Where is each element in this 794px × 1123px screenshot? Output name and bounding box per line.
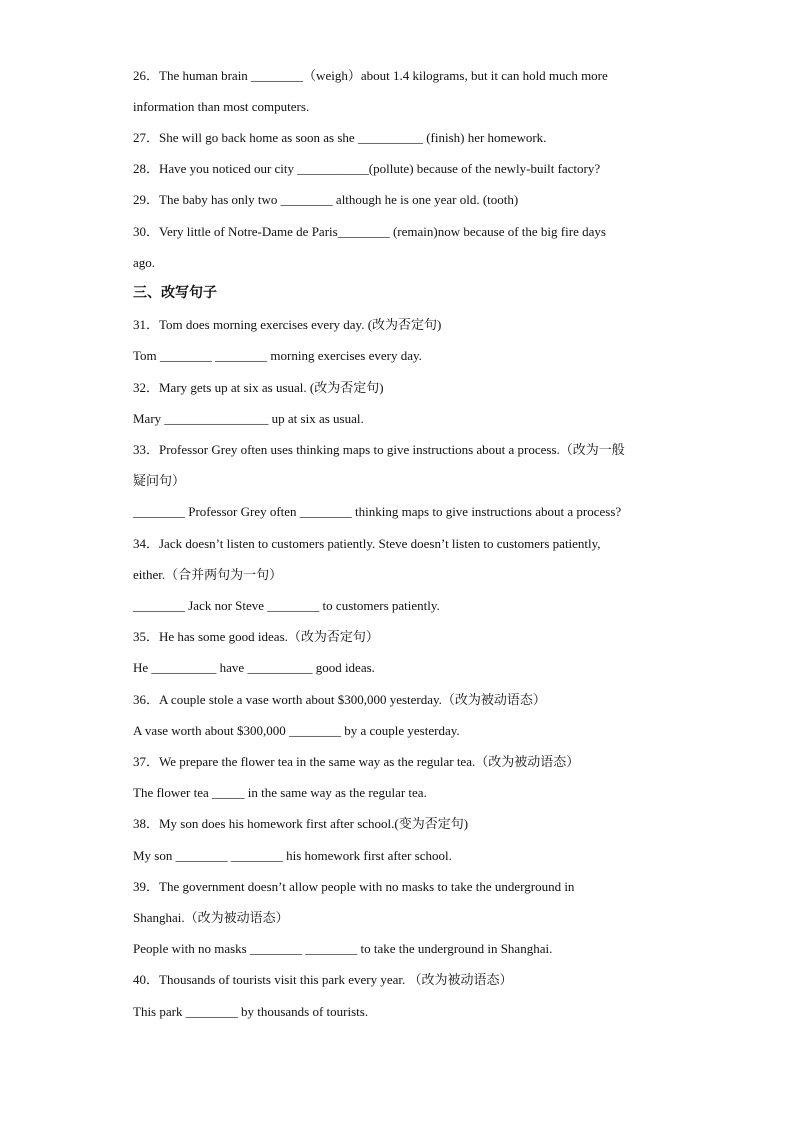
question-26-line-2: information than most computers. xyxy=(133,99,310,114)
section-heading: 三、改写句子 xyxy=(133,286,217,301)
answer-33: ________ Professor Grey often ________ thinking maps to give instructions about a process? xyxy=(133,504,622,519)
question-32: 32．Mary gets up at six as usual. (改为否定句) xyxy=(133,380,384,395)
question-39-line-2: Shanghai.（改为被动语态） xyxy=(133,910,289,925)
answer-35: He __________ have __________ good ideas. xyxy=(133,660,375,675)
answer-34: ________ Jack nor Steve ________ to customers patiently. xyxy=(133,598,440,613)
answer-36: A vase worth about $300,000 ________ by a couple yesterday. xyxy=(133,723,460,738)
answer-37: The flower tea _____ in the same way as the regular tea. xyxy=(133,785,427,800)
question-34-line-2: either.（合并两句为一句） xyxy=(133,567,283,582)
question-27: 27．She will go back home as soon as she __________ (finish) her homework. xyxy=(133,130,547,145)
question-31: 31．Tom does morning exercises every day. (改为否定句) xyxy=(133,317,442,332)
answer-38: My son ________ ________ his homework first after school. xyxy=(133,848,452,863)
question-30-line-2: ago. xyxy=(133,255,156,270)
question-36: 36．A couple stole a vase worth about $300,000 yesterday.（改为被动语态） xyxy=(133,692,546,707)
question-38: 38．My son does his homework first after school.(变为否定句) xyxy=(133,816,469,831)
answer-31: Tom ________ ________ morning exercises every day. xyxy=(133,348,422,363)
question-35: 35．He has some good ideas.（改为否定句） xyxy=(133,629,379,644)
question-39-line-1: 39．The government doesn’t allow people with no masks to take the underground in xyxy=(133,879,575,894)
question-30-line-1: 30．Very little of Notre-Dame de Paris________ (remain)now because of the big fire days xyxy=(133,224,606,239)
answer-39: People with no masks ________ ________ to take the underground in Shanghai. xyxy=(133,941,553,956)
question-37: 37．We prepare the flower tea in the same way as the regular tea.（改为被动语态） xyxy=(133,754,580,769)
question-29: 29．The baby has only two ________ although he is one year old. (tooth) xyxy=(133,192,519,207)
question-33-line-2: 疑问句） xyxy=(133,473,186,488)
answer-32: Mary ________________ up at six as usual. xyxy=(133,411,364,426)
answer-40: This park ________ by thousands of tourists. xyxy=(133,1004,369,1019)
question-34-line-1: 34．Jack doesn’t listen to customers patiently. Steve doesn’t listen to customers patiently, xyxy=(133,536,601,551)
question-28: 28．Have you noticed our city ___________(pollute) because of the newly-built factory? xyxy=(133,161,601,176)
question-40: 40．Thousands of tourists visit this park every year. （改为被动语态） xyxy=(133,972,513,987)
question-26-line-1: 26．The human brain ________（weigh）about 1.4 kilograms, but it can hold much more xyxy=(133,68,608,83)
question-33-line-1: 33．Professor Grey often uses thinking maps to give instructions about a process.（改为一般 xyxy=(133,442,625,457)
